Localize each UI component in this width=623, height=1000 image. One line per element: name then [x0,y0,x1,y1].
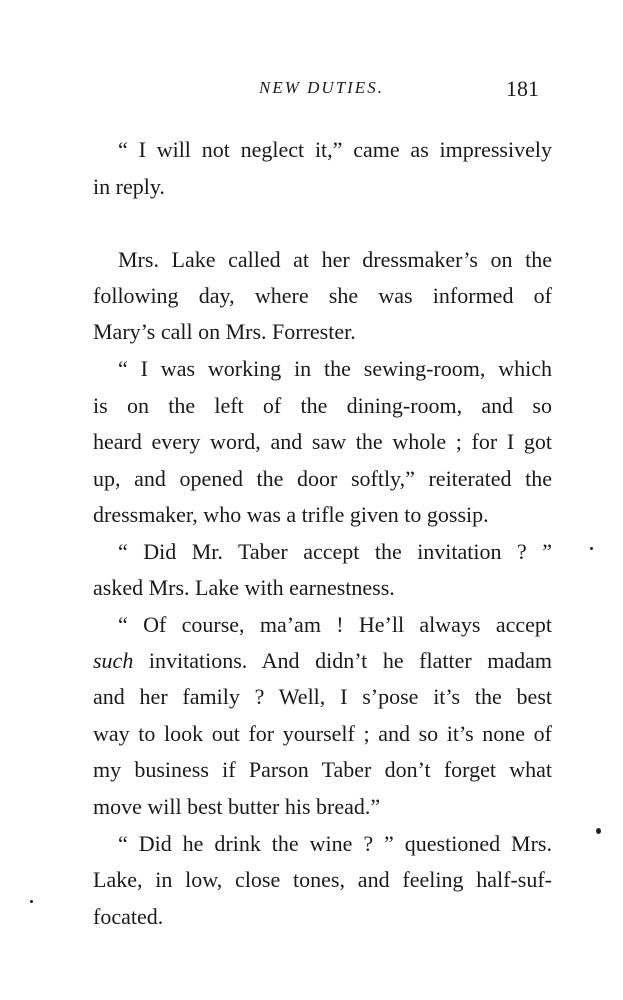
text-line: up, and opened the door softly,” reiterated the [93,466,552,491]
text-line: and her family ? Well, I s’pose it’s the best [93,684,552,709]
text-line: way to look out for yourself ; and so it’s none of [93,721,552,746]
text-line: move will best butter his bread.” [93,794,381,819]
text-line: Lake, in low, close tones, and feeling half-suf- [93,867,552,892]
text-line: Mrs. Lake called at her dressmaker’s on the [118,247,552,272]
text-line: asked Mrs. Lake with earnestness. [93,575,395,600]
text-line-rest: invitations. And didn’t he flatter madam [148,648,552,673]
text-line: following day, where she was informed of [93,283,552,308]
ink-speck [30,900,33,903]
running-head [0,78,623,104]
running-title: NEW DUTIES. [259,78,384,97]
text-line: is on the left of the dining-room, and so [93,393,552,418]
text-line: heard every word, and saw the whole ; for I got [93,429,552,454]
text-line: in reply. [93,174,165,199]
text-line: Mary’s call on Mrs. Forrester. [93,319,356,344]
emphasis-word: such [93,648,134,673]
text-line: my business if Parson Taber don’t forget what [93,757,552,782]
text-line-with-emphasis [93,643,552,679]
text-line: dressmaker, who was a trifle given to gossip. [93,502,489,527]
page-number: 181 [506,76,539,101]
text-line: “ Did Mr. Taber accept the invitation ? ” [118,539,552,564]
text-line: “ I was working in the sewing-room, which [118,356,552,381]
text-line: “ Of course, ma’am ! He’ll always accept [118,612,552,637]
text-line: “ I will not neglect it,” came as impressively [118,137,552,162]
ink-speck [590,547,593,550]
ink-speck [596,828,601,834]
text-line: “ Did he drink the wine ? ” questioned Mrs. [118,831,552,856]
text-line: focated. [93,904,164,929]
